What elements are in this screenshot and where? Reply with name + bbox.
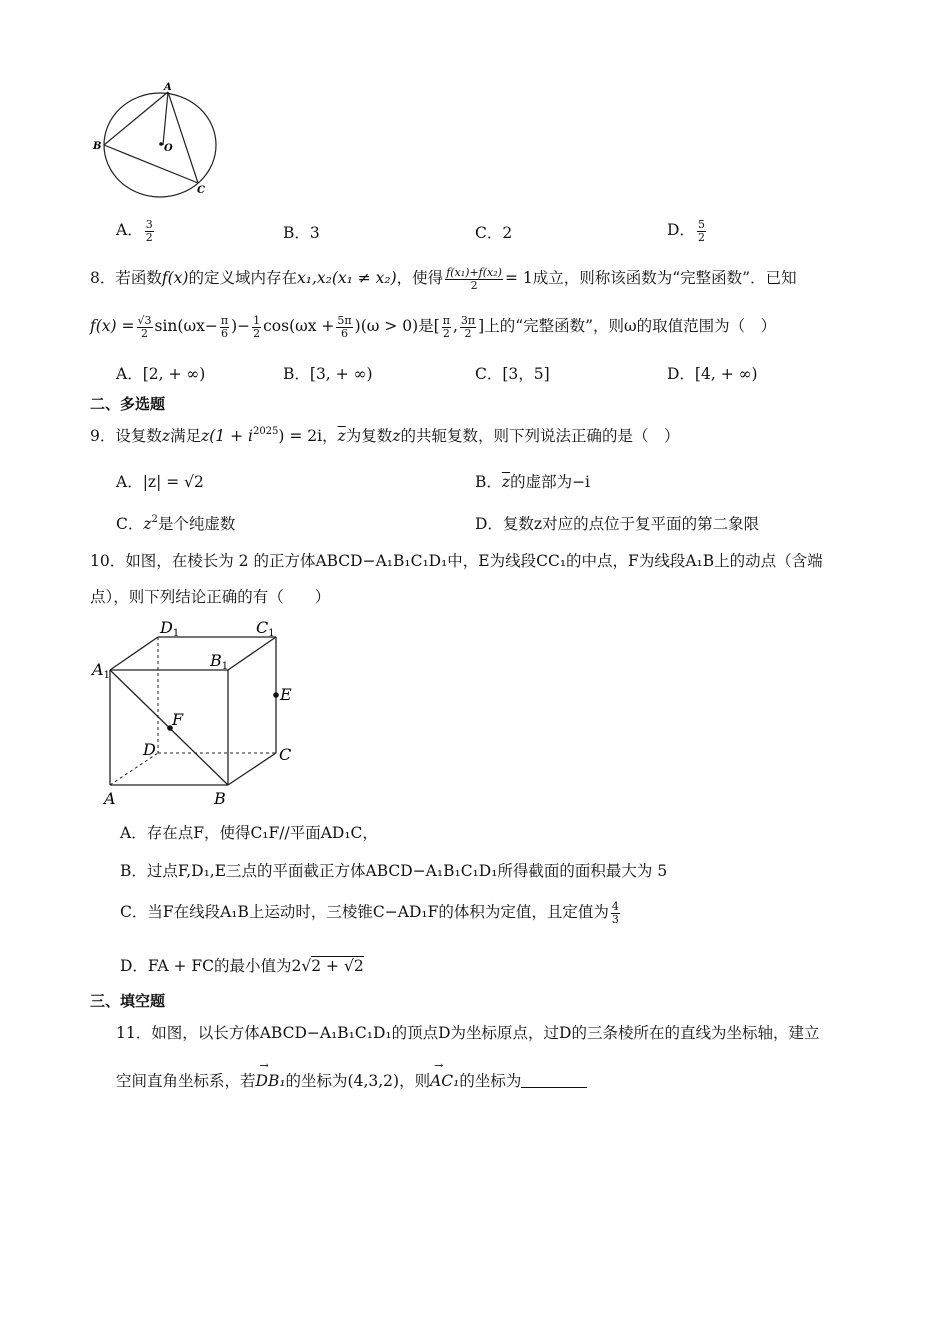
q10-option-c: C．当F在线段A₁B上运动时，三棱锥C−AD₁F的体积为定值，且定值为 $\frac{4}{3}$ bbox=[120, 899, 619, 926]
circle-figure bbox=[90, 78, 225, 198]
q8-option-c: C．[3，5] bbox=[475, 365, 550, 383]
label-e: E bbox=[280, 685, 292, 704]
q9-option-c: C．$z^2$是个纯虚数 bbox=[116, 514, 236, 533]
q9-option-b: B．$\overline{z}$的虚部为−i bbox=[475, 473, 591, 491]
q9-option-a: A．|z| = √2 bbox=[116, 473, 204, 491]
q7-option-a: A． $\frac{3}{2}$ bbox=[116, 217, 153, 244]
q8-line1: 8．若函数f(x)的定义域内存在x₁,x₂(x₁ ≠ x₂)，使得 $\frac{\text{f(x₁)+f(x₂)}}{2}$ = 1成立，则称该函数为“完整函数”．已知 bbox=[90, 265, 797, 292]
label-c: C bbox=[279, 745, 292, 764]
label-a: A bbox=[164, 82, 172, 93]
label-a1: A1 bbox=[92, 660, 110, 681]
label-d1: D1 bbox=[160, 618, 180, 639]
label-c1: C1 bbox=[256, 618, 275, 639]
label-f: F bbox=[172, 710, 184, 729]
q10-option-a: A．存在点F，使得C₁F//平面AD₁C， bbox=[120, 824, 378, 842]
q8-option-b: B．[3, + ∞) bbox=[283, 365, 373, 383]
q7-option-b: B．3 bbox=[283, 224, 320, 242]
q10-option-d: D．FA + FC的最小值为2√2 + √2 bbox=[120, 957, 364, 975]
q10-option-b: B．过点F,D₁,E三点的平面截正方体ABCD−A₁B₁C₁D₁所得截面的面积最大为 5 bbox=[120, 862, 668, 880]
label-c: C bbox=[197, 185, 205, 196]
q10-stem-line2: 点），则下列结论正确的有（ ） bbox=[90, 588, 331, 606]
q11-line2: 空间直角坐标系，若→ DB₁的坐标为(4,3,2)，则→ AC₁的坐标为 bbox=[116, 1069, 587, 1091]
label-a: A bbox=[104, 789, 116, 808]
answer-blank[interactable] bbox=[521, 1073, 587, 1088]
q8-option-d: D．[4, + ∞) bbox=[667, 365, 758, 383]
q11-line1: 11．如图，以长方体ABCD−A₁B₁C₁D₁的顶点D为坐标原点，过D的三条棱所在的直线为坐标轴，建立 bbox=[116, 1024, 820, 1042]
q9-stem: 9．设复数z满足$z(1 + i^{2025}) = 2i$，$\overline{z}$为复数z的共轭复数，则下列说法正确的是（ ） bbox=[90, 426, 680, 445]
label-o: O bbox=[164, 143, 173, 154]
label-b: B bbox=[214, 789, 226, 808]
label-b: B bbox=[93, 141, 102, 152]
section-fill-blank: 三、填空题 bbox=[90, 992, 166, 1010]
q10-stem-line1: 10．如图，在棱长为 2 的正方体ABCD−A₁B₁C₁D₁中，E为线段CC₁的中点，F为线段A₁B上的动点（含端 bbox=[90, 552, 823, 570]
q8-option-a: A．[2, + ∞) bbox=[116, 365, 206, 383]
label-b1: B1 bbox=[210, 651, 229, 672]
label-d: D bbox=[143, 740, 156, 759]
q8-line2: f(x) = $\frac{√3}{2}$ sin(ωx− $\frac{\pi}{6}$ )− $\frac{1}{2}$ cos(ωx + $\frac{5\pi}{6}$ )(ω > 0)是[ $\frac{\pi}{2}$ , $\frac{3\pi}{2}$ ]上的“完整函数”，则ω的取值范围为（ ） bbox=[90, 313, 777, 340]
cube-figure bbox=[88, 615, 303, 810]
q7-option-d: D． $\frac{5}{2}$ bbox=[667, 217, 705, 244]
section-multi-choice: 二、多选题 bbox=[90, 395, 166, 413]
q9-option-d: D．复数z对应的点位于复平面的第二象限 bbox=[475, 515, 760, 533]
q7-option-c: C．2 bbox=[475, 224, 513, 242]
